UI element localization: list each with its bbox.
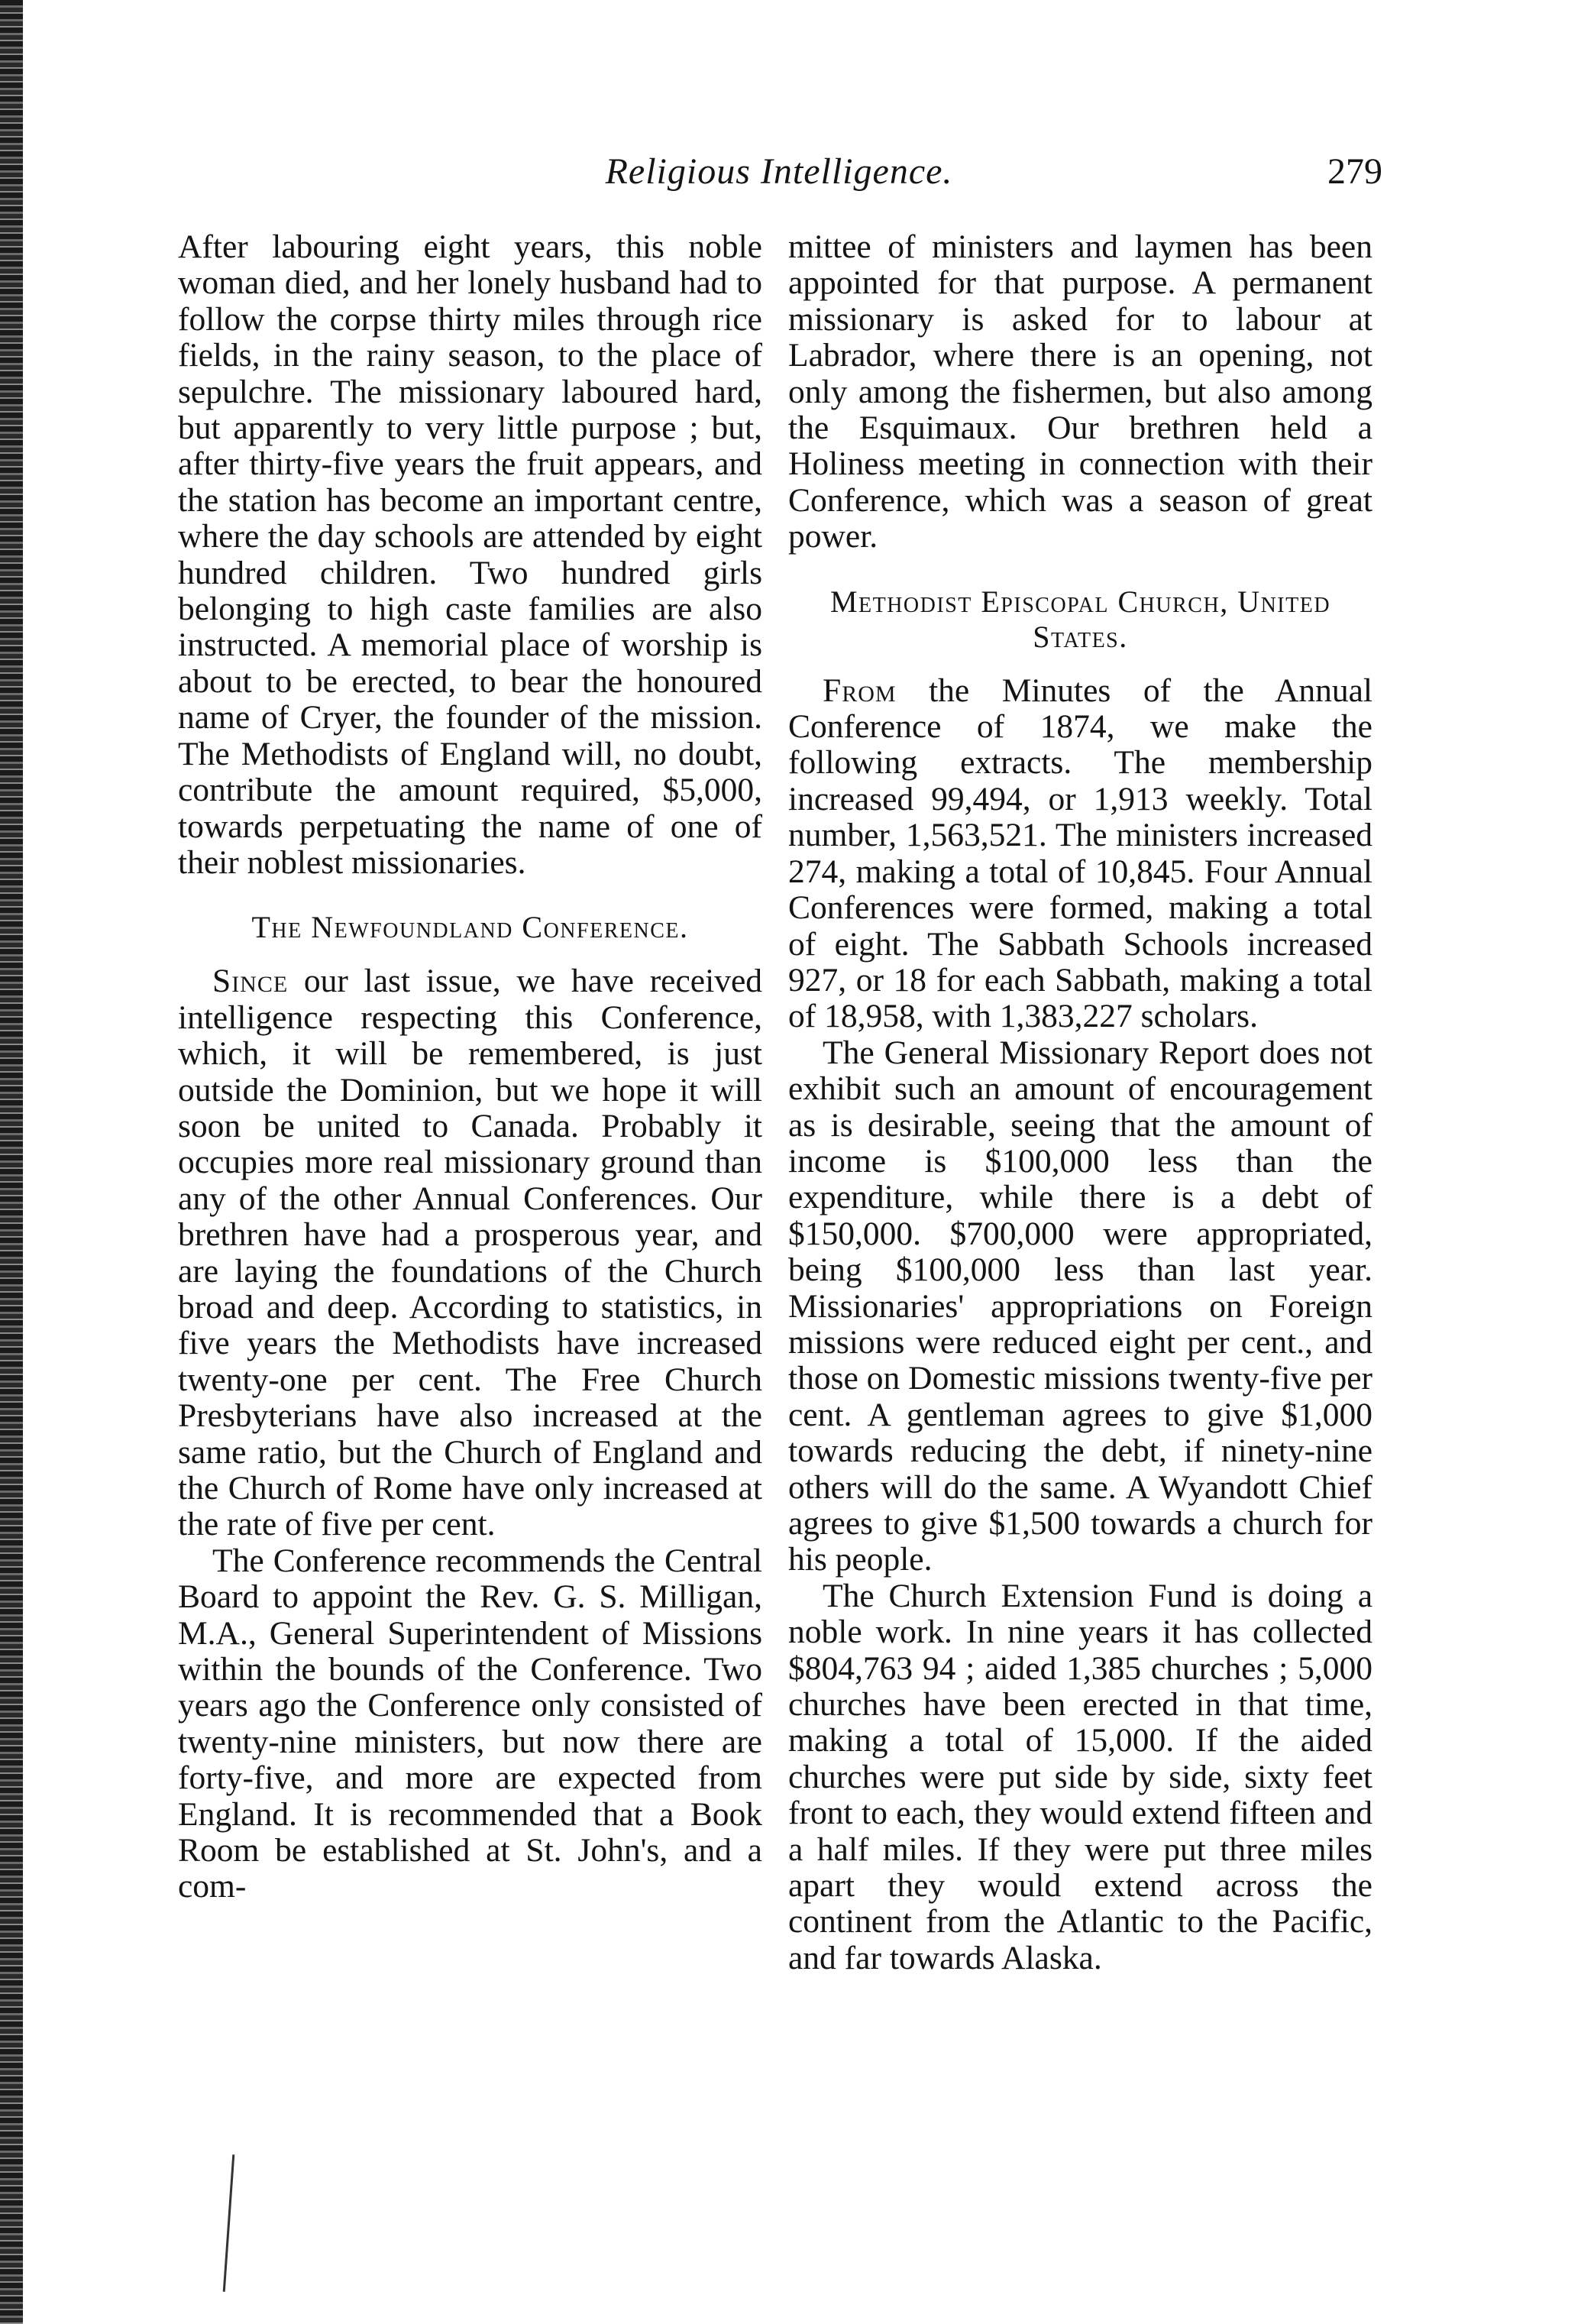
paragraph-text: our last issue, we have received intelligence respecting this Conference, which, it will be remembered, is just outside the Dominion, but we hope it will soon be united to Canada. Probably it occupies more real missionary ground than any of the other Annual Conferences. Our brethren have had a prosperous year, and are laying the foundations of the Church broad and deep. According to statistics, in five years the Methodists have increased twenty-one per cent. The Free Church Presbyterians have also increased at the same ratio, but the Church of England and the Church of Rome have only increased at the rate of five per cent.	[178, 963, 762, 1543]
scanned-binding-edge	[0, 0, 23, 2324]
left-column	[178, 229, 762, 1905]
running-head	[176, 145, 1382, 199]
left-paragraph-1: After labouring eight years, this noble woman died, and her lonely husband had to follow the corpse thirty miles through rice fields, in the rainy season, to the place of sepulchre. The missionary laboured hard, but apparently to very little purpose ; but, after thirty-five years the fruit appears, and the station has become an important centre, where the day schools are attended by eight hundred children. Two hundred girls belonging to high caste families are also instructed. A memorial place of worship is about to be erected, to bear the honoured name of Cryer, the founder of the mission. The Methodists of England will, no doubt, contribute the amount required, $5,000, towards perpetuating the name of one of their noblest missionaries.	[178, 228, 762, 881]
section-heading-newfoundland-conference: The Newfoundland Conference.	[251, 910, 689, 945]
section-heading-methodist-episcopal-church: Methodist Episcopal Church, United States.	[829, 584, 1331, 654]
paragraph-text: the Minutes of the Annual Conference of 1874, we make the following extracts. The membership increased 99,494, or 1,913 weekly. Total number, 1,563,521. The ministers increased 274, making a total of 10,845. Four Annual Conferences were formed, making a total of eight. The Sabbath Schools increased 927, or 18 for each Sabbath, making a total of 18,958, with 1,383,227 scholars.	[788, 672, 1372, 1035]
right-paragraph-1: mittee of ministers and laymen has been appointed for that purpose. A permanent missionary is asked for to labour at Labrador, where there is an opening, not only among the fishermen, but also among the Esquimaux. Our brethren held a Holiness meeting in connection with their Conference, which was a season of great power.	[788, 228, 1372, 555]
lead-word: Since	[212, 963, 289, 1000]
left-paragraph-2	[178, 963, 762, 1543]
right-paragraph-3: The General Missionary Report does not exhibit such an amount of encouragement as is desirable, seeing that the amount of income is $100,000 less than the expenditure, while there is a debt of $150,000. $700,000 were appropriated, being $100,000 less than last year. Missionaries' appropriations on Foreign missions were reduced eight per cent., and those on Domestic missions twenty-five per cent. A gentleman agrees to give $1,000 towards reducing the debt, if ninety-nine others will do the same. A Wyandott Chief agrees to give $1,500 towards a church for his people.	[788, 1034, 1372, 1578]
running-title: Religious Intelligence.	[605, 151, 953, 192]
lead-word: From	[823, 672, 897, 709]
left-paragraph-3: The Conference recommends the Central Board to appoint the Rev. G. S. Milligan, M.A., General Superintendent of Missions within the bounds of the Conference. Two years ago the Conference only consisted of twenty-nine ministers, but now there are forty-five, and more are expected from England. It is recommended that a Book Room be established at St. John's, and a com-	[178, 1542, 762, 1905]
right-paragraph-4: The Church Extension Fund is doing a noble work. In nine years it has collected $804,763 94 ; aided 1,385 churches ; 5,000 churches have been erected in that time, making a total of 15,000. If the aided churches were put side by side, sixty feet front to each, they would extend fifteen and a half miles. If they were put three miles apart they would extend across the continent from the Atlantic to the Pacific, and far towards Alaska.	[788, 1577, 1372, 1976]
right-paragraph-2	[788, 673, 1372, 1035]
scan-margin-mark	[223, 2154, 235, 2292]
right-column	[788, 229, 1372, 1976]
page-number: 279	[1327, 151, 1382, 192]
